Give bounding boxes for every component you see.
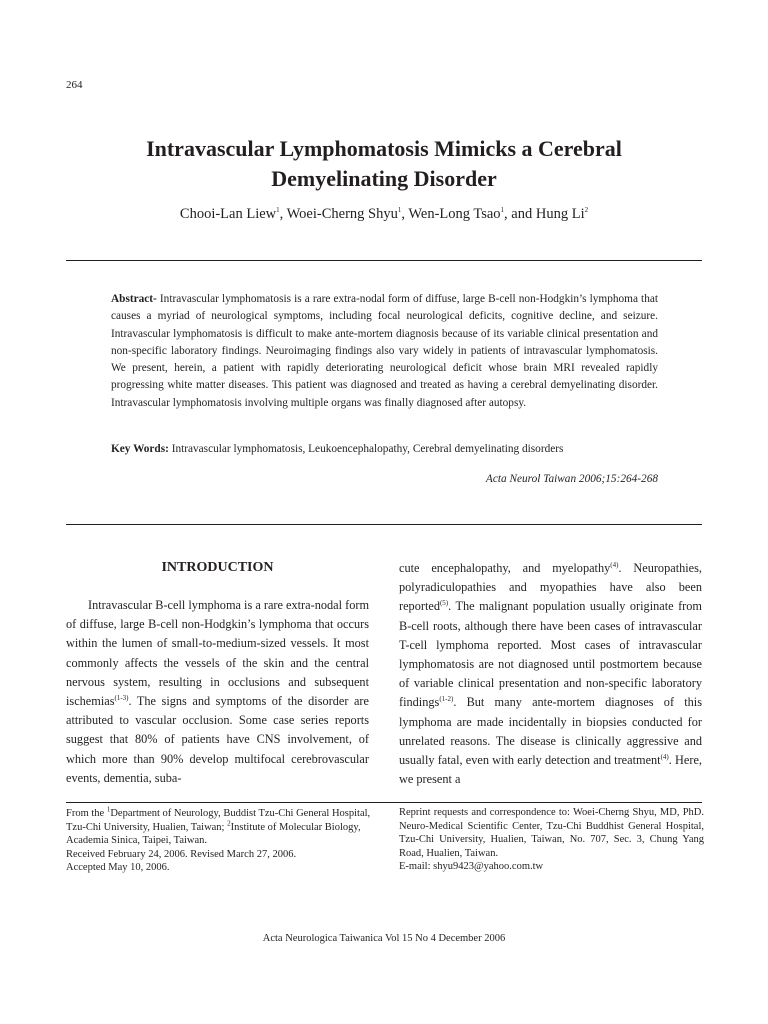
title-line-1: Intravascular Lymphomatosis Mimicks a Cerebral — [146, 136, 622, 161]
author-separator: , — [401, 206, 409, 222]
abstract-text: Intravascular lymphomatosis is a rare extra-nodal form of diffuse, large B-cell non-Hodgkin’s lymphoma that causes a myriad of neurological symptoms, including focal neurological deficits, cognitive decline, and seizure. Intravascular lymphomatosis is difficult to make ante-mortem diagnosis because of its variable clinical presentation and non-specific laboratory findings. Neuroimaging findings also vary widely in patients of intravascular lymphomatosis. We present, herein, a patient with rapidly deteriorating neurological deficit whose brain MRI revealed rapidly progressing white matter diseases. This patient was diagnosed and treated as having a cerebral demyelinating disorder. Intravascular lymphomatosis involving multiple organs was finally diagnosed after autopsy. — [111, 293, 658, 409]
reference-mark: (1-3) — [114, 693, 129, 702]
author-name: Wen-Long Tsao — [408, 206, 501, 222]
reference-mark: (4) — [660, 752, 669, 761]
author-name: Hung Li — [535, 206, 585, 222]
affiliation-mark: 1 — [397, 206, 402, 215]
introduction-paragraph: Intravascular B-cell lymphoma is a rare extra-nodal form of diffuse, large B-cell non-Hodgkin’s lymphoma that occurs within the lumen of small-to-medium-sized vessels. It most commonly affects the vessels of the skin and the central nervous system, resulting in occlusions and subsequent ischemias$^{(1-3)}$. The signs and symptoms of the disorder are attributed to vascular occlusion. Some case series reports suggest that 80% of patients have CNS involvement, of which more than 90% develop multifocal cerebrovascular events, dementia, suba- — [66, 598, 370, 785]
introduction-left-column — [66, 596, 369, 788]
author-separator: , — [279, 206, 287, 222]
section-heading-introduction: INTRODUCTION — [161, 560, 274, 575]
abstract-label: Abstract- — [111, 293, 157, 305]
reference-mark: (1-2) — [439, 695, 454, 704]
journal-citation: Acta Neurol Taiwan 2006;15:264-268 — [485, 473, 658, 485]
accepted-date: Accepted May 10, 2006. — [66, 862, 170, 874]
reference-mark: (5) — [439, 599, 449, 608]
correspondence-text: Reprint requests and correspondence to: Woei-Cherng Shyu, MD, PhD. Neuro-Medical Scientific Center, Tzu-Chi Buddhist General Hospital, Tzu-Chi University, Hualien, Taiwan, No. 707, Sec. 3, Chung Yang Road, Hualien, Taiwan. — [399, 807, 704, 859]
introduction-paragraph-continued: cute encephalopathy, and myelopathy$^{(4)}$. Neuropathies, polyradiculopathies and myopathies have also been reported$^{(5)}$. The malignant population usually originate from B-cell roots, although there have been cases of intravascular T-cell lymphoma reported. Most cases of intravascular lymphomatosis are not diagnosed until postmortem because of variable clinical presentation and non-specific laboratory findings$^{(1-2)}$. But many ante-mortem diagnoses of this lymphoma are made incidentally in biopsies conducted for unrelated reasons. The disease is clinically aggressive and usually fatal, even with early detection and treatment$^{(4)}$. Here, we present a — [399, 560, 702, 787]
abstract — [111, 291, 658, 412]
divider-middle — [66, 524, 702, 525]
journal-footer: Acta Neurologica Taiwanica Vol 15 No 4 December 2006 — [262, 933, 506, 944]
title-line-2: Demyelinating Disorder — [271, 166, 497, 191]
key-words — [111, 441, 658, 458]
affiliation-text: From the $^1$Department of Neurology, Buddist Tzu-Chi General Hospital, Tzu-Chi University, Hualien, Taiwan; $^2$Institute of Molecular Biology, Academia Sinica, Taipei, Taiwan. — [66, 805, 371, 847]
affiliation-mark: 2 — [584, 206, 589, 215]
page-number: 264 — [66, 79, 83, 91]
introduction-right-column — [399, 559, 702, 789]
affiliation-mark: 1 — [500, 206, 505, 215]
received-dates: Received February 24, 2006. Revised March 27, 2006. — [66, 848, 297, 860]
article-title — [66, 134, 702, 194]
author-list — [66, 206, 702, 223]
divider-top — [66, 260, 702, 261]
key-words-label: Key Words: — [111, 443, 169, 455]
author-name: Woei-Cherng Shyu — [286, 206, 398, 222]
footnote-affiliations — [66, 807, 376, 875]
footnote-correspondence — [399, 806, 704, 874]
author-name: Chooi-Lan Liew — [179, 206, 277, 222]
correspondence-email: E-mail: shyu9423@yahoo.com.tw — [399, 861, 544, 873]
author-separator: , and — [504, 206, 536, 222]
affiliation-mark: 1 — [276, 206, 280, 215]
divider-footnotes — [66, 802, 702, 803]
key-words-text: Intravascular lymphomatosis, Leukoencephalopathy, Cerebral demyelinating disorders — [171, 443, 564, 455]
reference-mark: (4) — [610, 560, 619, 569]
